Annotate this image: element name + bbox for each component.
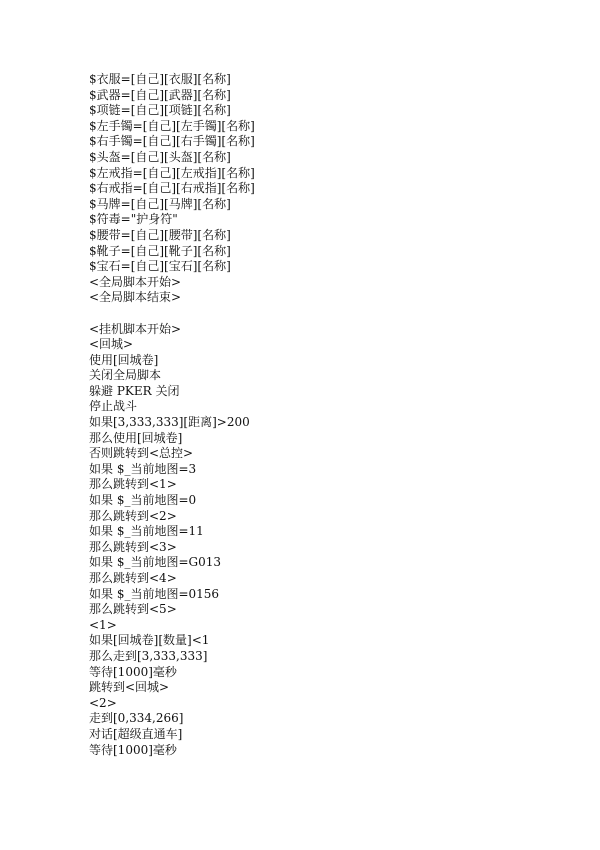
script-line: $宝石=[自己][宝石][名称] — [89, 259, 231, 274]
script-text-body — [89, 72, 549, 758]
script-line: 如果 $_当前地图=11 — [89, 524, 204, 539]
script-line: 对话[超级直通车] — [89, 726, 183, 741]
script-line: $符毒="护身符" — [89, 212, 178, 227]
script-line: <2> — [89, 695, 117, 710]
blank-line — [89, 306, 549, 322]
script-line: $衣服=[自己][衣服][名称] — [89, 72, 231, 86]
script-line: $马牌=[自己][马牌][名称] — [89, 196, 231, 211]
script-line: 如果 $_当前地图=0 — [89, 493, 197, 508]
script-line: $右手镯=[自己][右手镯][名称] — [89, 134, 255, 149]
script-line: 那么使用[回城卷] — [89, 430, 183, 445]
script-line: $左戒指=[自己][左戒指][名称] — [89, 165, 255, 180]
script-line: 等待[1000]毫秒 — [89, 742, 177, 757]
script-line: 那么跳转到<3> — [89, 539, 177, 554]
script-line: 如果[3,333,333][距离]>200 — [89, 415, 250, 430]
script-line: 那么跳转到<5> — [89, 602, 177, 617]
script-line: 如果[回城卷][数量]<1 — [89, 633, 210, 648]
script-line: 否则跳转到<总控> — [89, 446, 194, 461]
script-line: $右戒指=[自己][右戒指][名称] — [89, 181, 255, 196]
script-line: 那么跳转到<1> — [89, 477, 177, 492]
script-line: <全局脚本开始> — [89, 274, 182, 289]
script-line: 如果 $_当前地图=3 — [89, 461, 197, 476]
script-line: 关闭全局脚本 — [89, 368, 162, 383]
script-line: 那么跳转到<2> — [89, 508, 177, 523]
script-line: 那么跳转到<4> — [89, 571, 177, 585]
script-line: $项链=[自己][项链][名称] — [89, 103, 231, 118]
script-line: $腰带=[自己][腰带][名称] — [89, 227, 231, 242]
script-line: 等待[1000]毫秒 — [89, 664, 177, 679]
script-line: $武器=[自己][武器][名称] — [89, 87, 231, 102]
script-line: $左手镯=[自己][左手镯][名称] — [89, 118, 255, 133]
script-line: <全局脚本结束> — [89, 290, 182, 305]
script-line: <回城> — [89, 337, 134, 352]
script-line: 跳转到<回城> — [89, 680, 170, 695]
script-line: 停止战斗 — [89, 399, 138, 414]
script-line: 使用[回城卷] — [89, 352, 159, 367]
script-line: 如果 $_当前地图=G013 — [89, 555, 221, 570]
script-line: $头盔=[自己][头盔][名称] — [89, 149, 231, 164]
script-line: 走到[0,334,266] — [89, 711, 184, 726]
script-line: 那么走到[3,333,333] — [89, 648, 208, 663]
script-line: <1> — [89, 617, 117, 632]
script-line: <挂机脚本开始> — [89, 321, 182, 336]
script-line: 躲避 PKER 关闭 — [89, 383, 180, 398]
script-line: 如果 $_当前地图=0156 — [89, 586, 220, 601]
script-line: $靴子=[自己][靴子][名称] — [89, 243, 231, 258]
